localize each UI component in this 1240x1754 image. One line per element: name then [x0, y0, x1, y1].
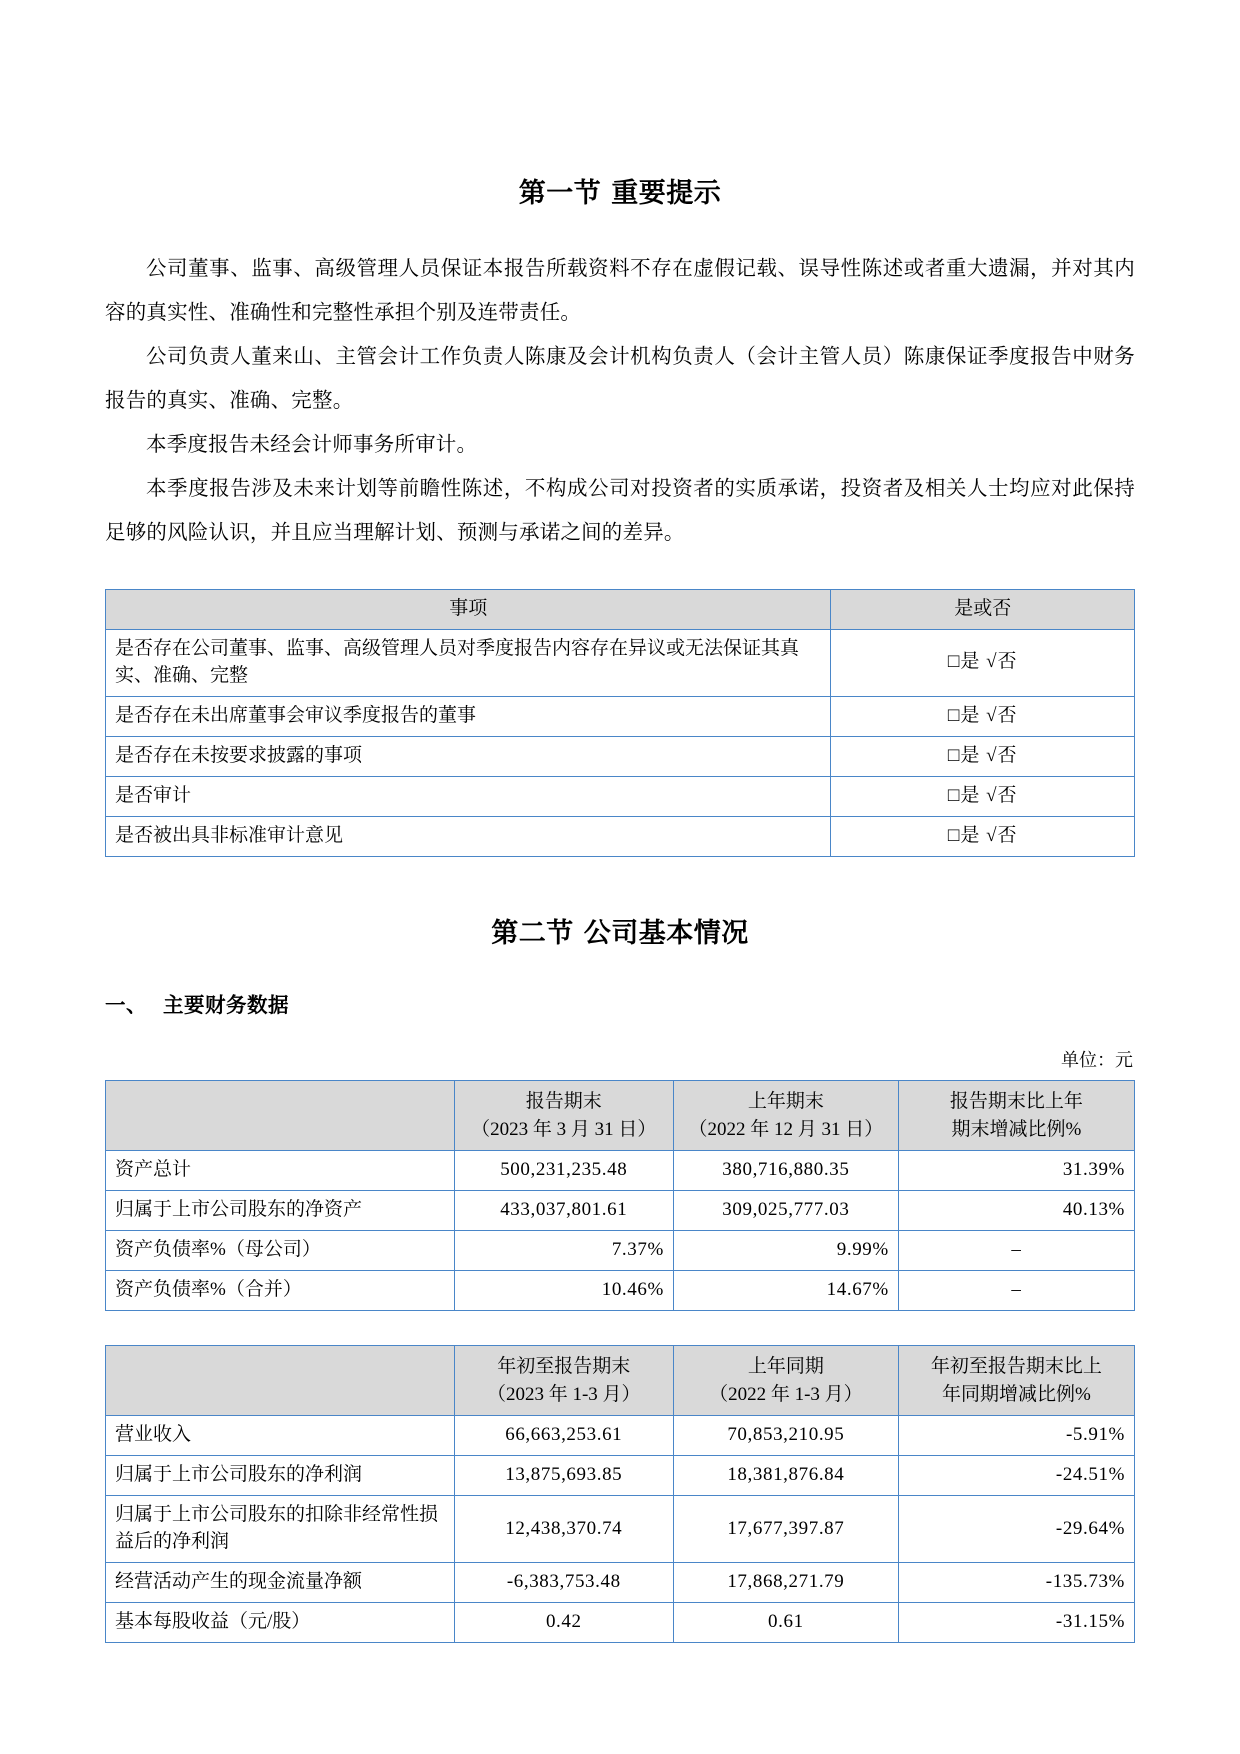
table-row	[106, 1603, 1135, 1643]
row-value-change: 31.39%	[898, 1151, 1134, 1191]
header-sub: 期末增减比例%	[951, 1118, 1082, 1140]
column-header-item: 事项	[106, 589, 831, 629]
header-sub: （2023 年 3 月 31 日）	[471, 1118, 657, 1140]
paragraph-4: 本季度报告涉及未来计划等前瞻性陈述，不构成公司对投资者的实质承诺，投资者及相关人士均应对此保持足够的风险认识，并且应当理解计划、预测与承诺之间的差异。	[105, 477, 1135, 544]
header-main: 上年同期	[747, 1356, 824, 1378]
header-main: 上年期末	[747, 1091, 824, 1113]
row-value-prior: 380,716,880.35	[673, 1151, 898, 1191]
paragraph-2: 公司负责人董来山、主管会计工作负责人陈康及会计机构负责人（会计主管人员）陈康保证季度报告中财务报告的真实、准确、完整。	[105, 345, 1135, 412]
subsection-number: 一、	[105, 995, 147, 1018]
table-row	[106, 1456, 1135, 1496]
column-header-prior-period	[673, 1081, 898, 1151]
row-value-current: 500,231,235.48	[454, 1151, 673, 1191]
header-main: 报告期末	[525, 1091, 602, 1113]
row-value-current: -6,383,753.48	[454, 1563, 673, 1603]
row-value-change: -29.64%	[898, 1496, 1134, 1563]
row-label: 基本每股收益（元/股）	[106, 1603, 455, 1643]
column-header-blank	[106, 1081, 455, 1151]
table-row	[106, 1496, 1135, 1563]
subsection-heading	[105, 988, 1135, 1018]
table-header-row	[106, 1081, 1135, 1151]
table-row	[106, 1563, 1135, 1603]
row-item-label: 是否存在未出席董事会审议季度报告的董事	[106, 696, 831, 736]
row-value-change: -135.73%	[898, 1563, 1134, 1603]
row-value-current: 66,663,253.61	[454, 1416, 673, 1456]
table-row	[106, 776, 1135, 816]
spacer	[105, 857, 1135, 915]
row-value-current: 12,438,370.74	[454, 1496, 673, 1563]
row-label: 资产总计	[106, 1151, 455, 1191]
header-sub: 年同期增减比例%	[942, 1383, 1091, 1405]
row-value-change: -31.15%	[898, 1603, 1134, 1643]
column-header-ytd-change-pct	[898, 1346, 1134, 1416]
column-header-current-period	[454, 1081, 673, 1151]
header-main: 年初至报告期末	[497, 1356, 631, 1378]
row-yesno-value[interactable]: □是 √否	[831, 629, 1135, 696]
row-value-prior: 0.61	[673, 1603, 898, 1643]
header-sub: （2023 年 1-3 月）	[486, 1383, 641, 1405]
header-main: 年初至报告期末比上	[930, 1356, 1102, 1378]
row-label: 经营活动产生的现金流量净额	[106, 1563, 455, 1603]
header-sub: （2022 年 12 月 31 日）	[688, 1118, 884, 1140]
row-value-prior: 14.67%	[673, 1271, 898, 1311]
row-label: 资产负债率%（母公司）	[106, 1231, 455, 1271]
section-2-title: 第二节 公司基本情况	[491, 917, 749, 949]
row-value-change: –	[898, 1231, 1134, 1271]
yes-no-table	[105, 589, 1135, 857]
row-value-change: -24.51%	[898, 1456, 1134, 1496]
row-yesno-value[interactable]: □是 √否	[831, 736, 1135, 776]
column-header-ytd-prior	[673, 1346, 898, 1416]
row-item-label: 是否审计	[106, 776, 831, 816]
row-value-change: 40.13%	[898, 1191, 1134, 1231]
column-header-yesno: 是或否	[831, 589, 1135, 629]
table-row	[106, 1191, 1135, 1231]
column-header-blank	[106, 1346, 455, 1416]
table-header-row	[106, 589, 1135, 629]
row-value-current: 0.42	[454, 1603, 673, 1643]
row-item-label: 是否存在公司董事、监事、高级管理人员对季度报告内容存在异议或无法保证其真实、准确、完整	[106, 629, 831, 696]
row-value-prior: 309,025,777.03	[673, 1191, 898, 1231]
row-label: 归属于上市公司股东的净资产	[106, 1191, 455, 1231]
row-yesno-value[interactable]: □是 √否	[831, 696, 1135, 736]
row-value-prior: 9.99%	[673, 1231, 898, 1271]
table-row	[106, 1271, 1135, 1311]
row-yesno-value[interactable]: □是 √否	[831, 816, 1135, 856]
header-main: 报告期末比上年	[949, 1091, 1083, 1113]
paragraph-1: 公司董事、监事、高级管理人员保证本报告所载资料不存在虚假记载、误导性陈述或者重大遗漏，并对其内容的真实性、准确性和完整性承担个别及连带责任。	[105, 257, 1135, 324]
table-row	[106, 1416, 1135, 1456]
row-label: 归属于上市公司股东的扣除非经常性损益后的净利润	[106, 1496, 455, 1563]
row-value-prior: 17,868,271.79	[673, 1563, 898, 1603]
column-header-change-pct	[898, 1081, 1134, 1151]
table-row	[106, 736, 1135, 776]
section-1-title: 第一节 重要提示	[518, 178, 722, 209]
row-label: 营业收入	[106, 1416, 455, 1456]
table-row	[106, 1231, 1135, 1271]
table-row	[106, 1151, 1135, 1191]
column-header-ytd-current	[454, 1346, 673, 1416]
table-row	[106, 629, 1135, 696]
row-yesno-value[interactable]: □是 √否	[831, 776, 1135, 816]
row-value-prior: 17,677,397.87	[673, 1496, 898, 1563]
row-label: 资产负债率%（合并）	[106, 1271, 455, 1311]
row-value-prior: 18,381,876.84	[673, 1456, 898, 1496]
paragraph-3: 本季度报告未经会计师事务所审计。	[146, 433, 478, 456]
row-value-current: 13,875,693.85	[454, 1456, 673, 1496]
row-value-current: 10.46%	[454, 1271, 673, 1311]
row-item-label: 是否存在未按要求披露的事项	[106, 736, 831, 776]
row-value-prior: 70,853,210.95	[673, 1416, 898, 1456]
row-value-current: 433,037,801.61	[454, 1191, 673, 1231]
row-value-change: –	[898, 1271, 1134, 1311]
table-row	[106, 816, 1135, 856]
subsection-title: 主要财务数据	[163, 995, 289, 1018]
table-header-row	[106, 1346, 1135, 1416]
unit-label: 单位：元	[1061, 1050, 1133, 1071]
header-sub: （2022 年 1-3 月）	[709, 1383, 863, 1405]
financial-table-balance	[105, 1080, 1135, 1311]
row-item-label: 是否被出具非标准审计意见	[106, 816, 831, 856]
row-value-current: 7.37%	[454, 1231, 673, 1271]
financial-table-income	[105, 1345, 1135, 1643]
table-row	[106, 696, 1135, 736]
row-value-change: -5.91%	[898, 1416, 1134, 1456]
row-label: 归属于上市公司股东的净利润	[106, 1456, 455, 1496]
